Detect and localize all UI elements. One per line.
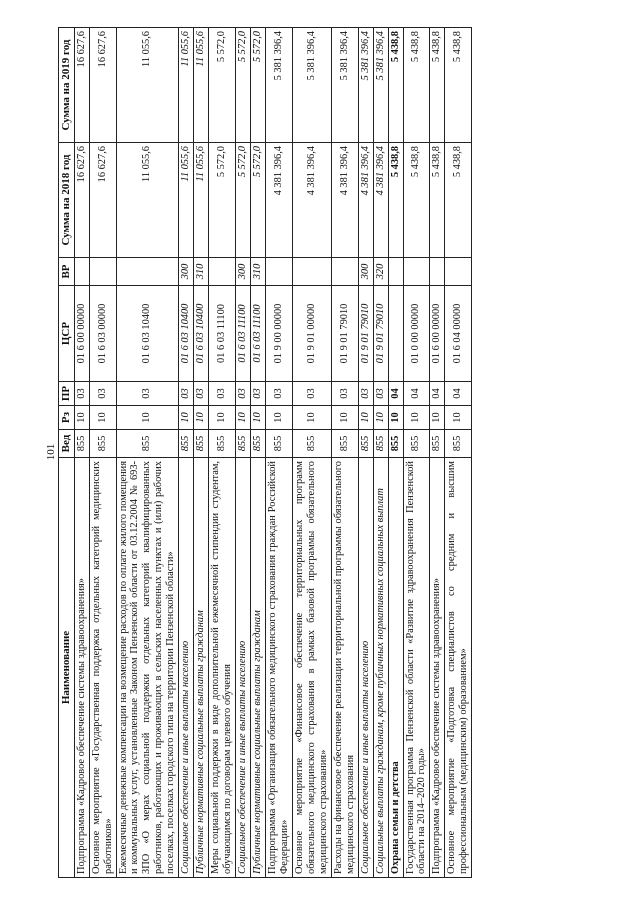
- row-vr: 300: [358, 258, 373, 286]
- row-rz: 10: [74, 406, 89, 430]
- row-name: Меры социальной поддержки в виде дополнительной ежемесячной стипендии студентам, обучающимся по договорам целевого обучения: [209, 458, 236, 878]
- row-sum-2018: 11 055,6: [116, 143, 179, 258]
- row-csr: 01 6 03 11100: [236, 286, 251, 382]
- row-csr: 01 9 01 79010: [373, 286, 388, 382]
- row-ved: 855: [179, 430, 194, 458]
- row-vr: [265, 258, 292, 286]
- row-ved: 855: [116, 430, 179, 458]
- row-name: Подпрограмма «Организация обязательного медицинского страхования граждан Российской Федерации»: [265, 458, 292, 878]
- row-sum-2019: 11 055,6: [116, 28, 179, 143]
- row-sum-2018: 5 438,8: [403, 143, 430, 258]
- header-ved: Вед: [59, 430, 75, 458]
- table-row: [236, 28, 251, 878]
- row-pr: 04: [403, 382, 430, 406]
- row-ved: 855: [194, 430, 209, 458]
- row-name: Публичные нормативные социальные выплаты гражданам: [251, 458, 266, 878]
- row-csr: 01 6 04 00000: [445, 286, 472, 382]
- row-rz: 10: [194, 406, 209, 430]
- row-csr: [388, 286, 403, 382]
- row-pr: 03: [74, 382, 89, 406]
- row-vr: [89, 258, 116, 286]
- row-sum-2019: 5 438,8: [430, 28, 445, 143]
- row-pr: 03: [331, 382, 358, 406]
- table-row: [251, 28, 266, 878]
- row-vr: 300: [236, 258, 251, 286]
- table-row: [358, 28, 373, 878]
- row-ved: 855: [265, 430, 292, 458]
- row-rz: 10: [331, 406, 358, 430]
- row-rz: 10: [292, 406, 331, 430]
- row-vr: [388, 258, 403, 286]
- row-ved: 855: [403, 430, 430, 458]
- row-ved: 855: [388, 430, 403, 458]
- row-rz: 10: [89, 406, 116, 430]
- row-sum-2018: 4 381 396,4: [373, 143, 388, 258]
- row-pr: 03: [89, 382, 116, 406]
- row-rz: 10: [251, 406, 266, 430]
- row-rz: 10: [209, 406, 236, 430]
- header-name: Наименование: [59, 458, 75, 878]
- row-pr: 04: [445, 382, 472, 406]
- row-vr: [116, 258, 179, 286]
- row-csr: 01 9 01 79010: [358, 286, 373, 382]
- table-row: [74, 28, 89, 878]
- row-vr: [331, 258, 358, 286]
- row-sum-2019: 5 381 396,4: [358, 28, 373, 143]
- row-csr: 01 6 03 00000: [89, 286, 116, 382]
- table-row: [116, 28, 179, 878]
- header-csr: ЦСР: [59, 286, 75, 382]
- row-sum-2019: 5 381 396,4: [331, 28, 358, 143]
- row-ved: 855: [445, 430, 472, 458]
- row-pr: 03: [358, 382, 373, 406]
- row-vr: [209, 258, 236, 286]
- table-row: [373, 28, 388, 878]
- row-name: Подпрограмма «Кадровое обеспечение системы здравоохранения»: [74, 458, 89, 878]
- row-sum-2018: 5 572,0: [209, 143, 236, 258]
- row-csr: 01 9 01 00000: [292, 286, 331, 382]
- row-rz: 10: [445, 406, 472, 430]
- row-pr: 04: [388, 382, 403, 406]
- table-row: [179, 28, 194, 878]
- table-row: [292, 28, 331, 878]
- row-name: Социальное обеспечение и иные выплаты населению: [358, 458, 373, 878]
- rotated-page: [58, 28, 578, 878]
- row-name: Основное мероприятие «Подготовка специалистов со средним и высшим профессиональным (медицинским) образованием»: [445, 458, 472, 878]
- row-csr: 01 6 00 00000: [430, 286, 445, 382]
- row-vr: 300: [179, 258, 194, 286]
- row-ved: 855: [430, 430, 445, 458]
- row-sum-2019: 16 627,6: [89, 28, 116, 143]
- row-sum-2019: 5 381 396,4: [292, 28, 331, 143]
- row-sum-2018: 5 438,8: [388, 143, 403, 258]
- row-sum-2018: 4 381 396,4: [265, 143, 292, 258]
- row-rz: 10: [403, 406, 430, 430]
- row-rz: 10: [358, 406, 373, 430]
- row-vr: 320: [373, 258, 388, 286]
- row-ved: 855: [373, 430, 388, 458]
- row-sum-2019: 5 381 396,4: [265, 28, 292, 143]
- row-rz: 10: [179, 406, 194, 430]
- row-rz: 10: [373, 406, 388, 430]
- row-sum-2019: 5 438,8: [403, 28, 430, 143]
- table-row: [403, 28, 430, 878]
- row-csr: 01 6 03 10400: [116, 286, 179, 382]
- row-name: Охрана семьи и детства: [388, 458, 403, 878]
- row-name: Основное мероприятие «Финансовое обеспечение территориальных программ обязательного медицинского страхования в рамках базовой программы обязательного медицинского страхования»: [292, 458, 331, 878]
- header-sum-2018: Сумма на 2018 год: [59, 143, 75, 258]
- row-sum-2018: 16 627,6: [89, 143, 116, 258]
- row-name: Ежемесячные денежные компенсации на возмещение расходов по оплате жилого помещения и коммунальных услуг, установленные Законом Пензенской области от 03.12.2004 № 693-ЗПО «О мерах социальной поддержки отдельных категорий квалифицированных работников, работающих и проживающих в сельских населенных пунктах и (или) рабочих поселках, поселках городского типа на территории Пензенской области»: [116, 458, 179, 878]
- row-ved: 855: [74, 430, 89, 458]
- table-row: [265, 28, 292, 878]
- row-csr: 01 6 03 11100: [209, 286, 236, 382]
- row-pr: 03: [292, 382, 331, 406]
- row-vr: [403, 258, 430, 286]
- row-name: Публичные нормативные социальные выплаты гражданам: [194, 458, 209, 878]
- row-pr: 03: [265, 382, 292, 406]
- row-sum-2019: 5 438,8: [388, 28, 403, 143]
- row-vr: [445, 258, 472, 286]
- row-sum-2019: 16 627,6: [74, 28, 89, 143]
- row-vr: [292, 258, 331, 286]
- row-name: Основное мероприятие «Государственная поддержка отдельных категорий медицинских работников»: [89, 458, 116, 878]
- row-csr: 01 9 01 79010: [331, 286, 358, 382]
- table-row: [209, 28, 236, 878]
- row-sum-2019: 5 381 396,4: [373, 28, 388, 143]
- row-ved: 855: [209, 430, 236, 458]
- row-ved: 855: [89, 430, 116, 458]
- row-csr: 01 0 00 00000: [403, 286, 430, 382]
- row-pr: 03: [373, 382, 388, 406]
- row-ved: 855: [236, 430, 251, 458]
- row-name: Государственная программа Пензенской области «Развитие здравоохранения Пензенской области на 2014–2020 годы»: [403, 458, 430, 878]
- row-sum-2018: 11 055,6: [179, 143, 194, 258]
- table-body: [74, 28, 472, 878]
- row-ved: 855: [251, 430, 266, 458]
- row-rz: 10: [388, 406, 403, 430]
- row-pr: 03: [179, 382, 194, 406]
- row-pr: 03: [251, 382, 266, 406]
- row-sum-2018: 5 572,0: [251, 143, 266, 258]
- row-rz: 10: [430, 406, 445, 430]
- row-csr: 01 6 00 00000: [74, 286, 89, 382]
- row-sum-2019: 5 572,0: [209, 28, 236, 143]
- header-sum-2019: Сумма на 2019 год: [59, 28, 75, 143]
- table-row: [388, 28, 403, 878]
- row-sum-2019: 5 572,0: [236, 28, 251, 143]
- row-sum-2018: 4 381 396,4: [331, 143, 358, 258]
- row-sum-2018: 4 381 396,4: [292, 143, 331, 258]
- row-sum-2019: 11 055,6: [194, 28, 209, 143]
- header-vr: ВР: [59, 258, 75, 286]
- table-header-row: [59, 28, 75, 878]
- budget-table: [58, 27, 472, 878]
- row-name: Социальное обеспечение и иные выплаты населению: [236, 458, 251, 878]
- row-name: Расходы на финансовое обеспечение реализации территориальной программы обязательного медицинского страхования: [331, 458, 358, 878]
- row-vr: [74, 258, 89, 286]
- table-row: [194, 28, 209, 878]
- row-name: Подпрограмма «Кадровое обеспечение системы здравоохранения»: [430, 458, 445, 878]
- row-pr: 03: [116, 382, 179, 406]
- row-sum-2018: 5 438,8: [445, 143, 472, 258]
- row-ved: 855: [292, 430, 331, 458]
- row-pr: 04: [430, 382, 445, 406]
- row-csr: 01 6 03 10400: [194, 286, 209, 382]
- row-csr: 01 9 00 00000: [265, 286, 292, 382]
- row-sum-2019: 5 438,8: [445, 28, 472, 143]
- row-ved: 855: [358, 430, 373, 458]
- row-ved: 855: [331, 430, 358, 458]
- table-row: [430, 28, 445, 878]
- row-csr: 01 6 03 11100: [251, 286, 266, 382]
- row-csr: 01 6 03 10400: [179, 286, 194, 382]
- row-vr: 310: [251, 258, 266, 286]
- header-rz: Рз: [59, 406, 75, 430]
- row-vr: 310: [194, 258, 209, 286]
- row-vr: [430, 258, 445, 286]
- row-pr: 03: [236, 382, 251, 406]
- row-sum-2018: 4 381 396,4: [358, 143, 373, 258]
- table-row: [331, 28, 358, 878]
- row-pr: 03: [209, 382, 236, 406]
- row-sum-2019: 11 055,6: [179, 28, 194, 143]
- row-pr: 03: [194, 382, 209, 406]
- row-sum-2018: 5 572,0: [236, 143, 251, 258]
- header-pr: ПР: [59, 382, 75, 406]
- row-rz: 10: [265, 406, 292, 430]
- table-row: [445, 28, 472, 878]
- row-sum-2018: 5 438,8: [430, 143, 445, 258]
- row-rz: 10: [116, 406, 179, 430]
- row-name: Социальные выплаты гражданам, кроме публичных нормативных социальных выплат: [373, 458, 388, 878]
- row-sum-2018: 11 055,6: [194, 143, 209, 258]
- row-name: Социальное обеспечение и иные выплаты населению: [179, 458, 194, 878]
- page-number: 101: [45, 443, 57, 461]
- row-rz: 10: [236, 406, 251, 430]
- row-sum-2019: 5 572,0: [251, 28, 266, 143]
- row-sum-2018: 16 627,6: [74, 143, 89, 258]
- table-row: [89, 28, 116, 878]
